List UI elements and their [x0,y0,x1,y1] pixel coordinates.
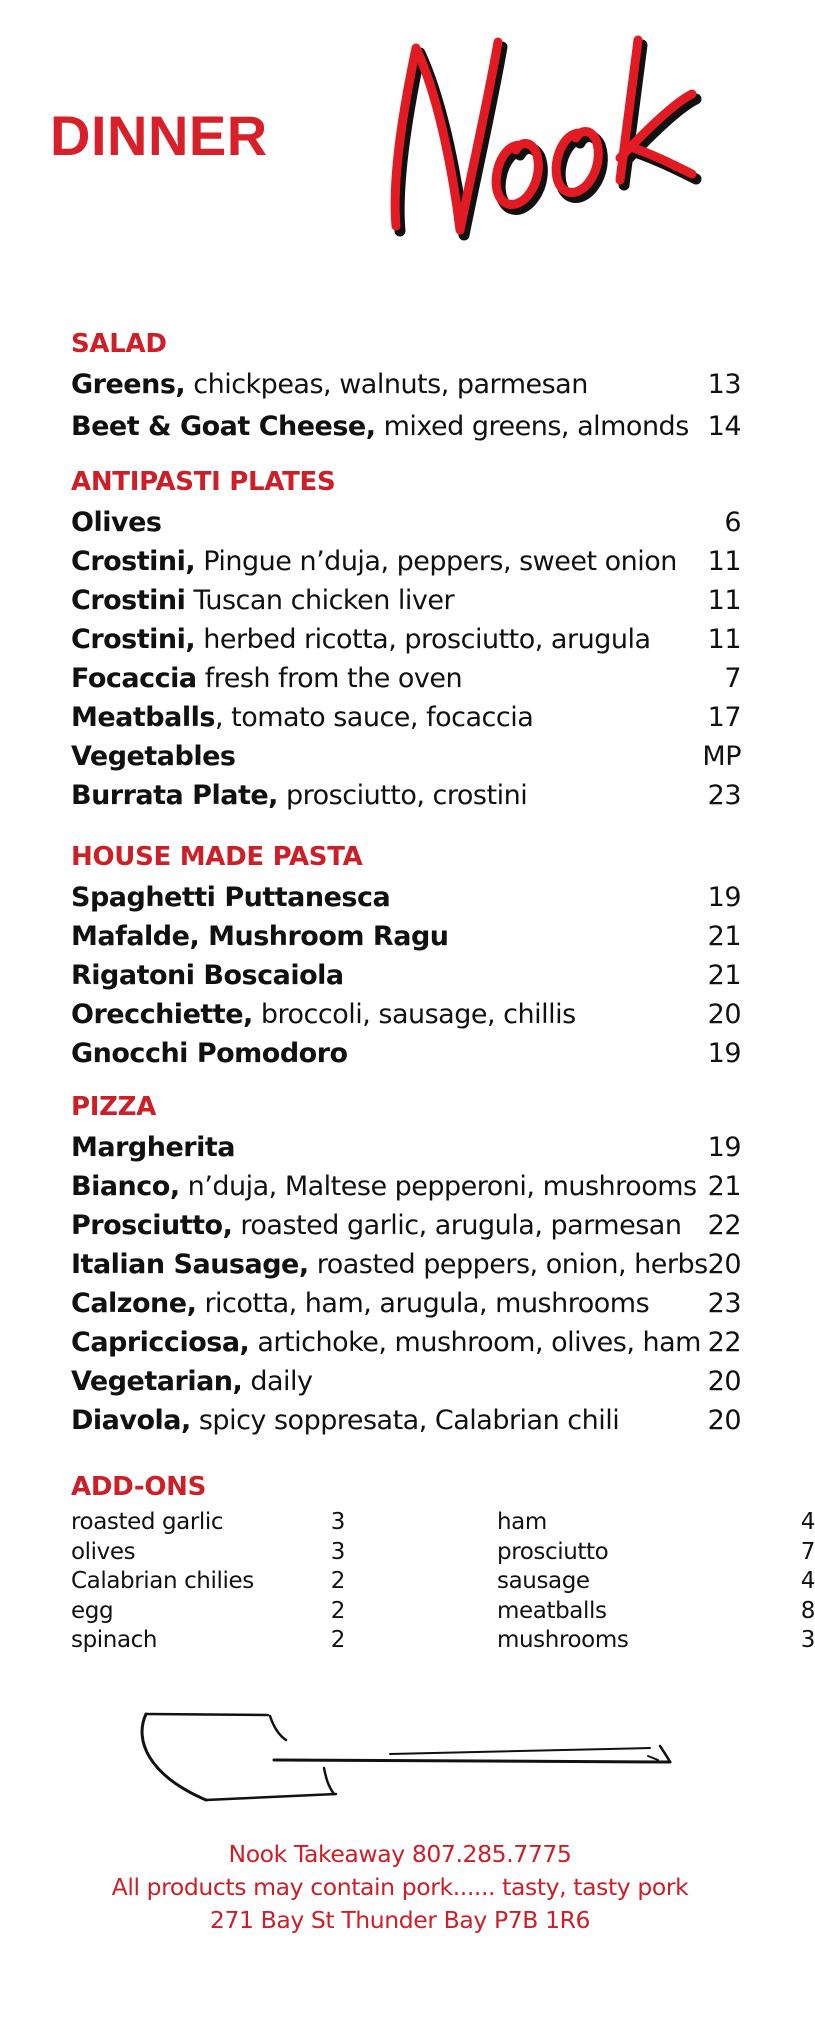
item-price: 17 [707,702,741,733]
section-pizza [71,1090,741,1440]
addon-name: prosciutto [497,1538,609,1565]
menu-item [71,1401,741,1440]
section-addons [71,1470,815,1658]
item-price: 11 [707,585,741,616]
addon-price: 8 [800,1597,815,1624]
item-price: 21 [707,960,741,991]
footer-phone: Nook Takeaway 807.285.7775 [228,1840,572,1868]
item-price: 20 [707,1249,741,1280]
item-name: Vegetarian, [71,1366,243,1397]
item-description: chickpeas, walnuts, parmesan [185,369,588,400]
menu-item [71,1206,741,1245]
item-name: Bianco, [71,1171,180,1202]
item-price: 22 [707,1210,741,1241]
addon-name: mushrooms [497,1627,629,1653]
section-title-pizza: PIZZA [71,1092,157,1122]
item-price: 11 [707,624,741,655]
menu-item [71,698,741,737]
footer-address: 271 Bay St Thunder Bay P7B 1R6 [209,1906,591,1934]
addon-item [71,1626,345,1656]
addon-name: sausage [497,1568,590,1594]
addon-item [71,1508,345,1538]
menu-item [71,407,741,446]
item-name: Italian Sausage, [71,1249,309,1280]
item-name: Meatballs [71,702,215,733]
item-price: 14 [707,411,741,442]
addon-item [497,1567,815,1597]
addon-column-right [497,1508,815,1656]
pizza-items [71,1128,741,1440]
addon-price: 7 [800,1538,815,1565]
page-title: DINNER [50,104,268,167]
item-name: Olives [71,507,162,538]
item-name: Spaghetti Puttanesca [71,882,391,913]
addon-price: 2 [330,1627,345,1653]
item-name: Beet & Goat Cheese, [71,411,376,442]
addon-name: roasted garlic [71,1509,224,1535]
item-price: 21 [707,1171,741,1202]
item-description: Tuscan chicken liver [185,585,455,616]
item-description: roasted peppers, onion, herbs [308,1249,708,1280]
item-price: 20 [707,999,741,1030]
addon-item [71,1567,345,1597]
item-description: spicy soppresata, Calabrian chili [190,1405,620,1436]
item-name: Calzone, [71,1288,197,1319]
salad-items [71,365,741,446]
addon-price: 2 [330,1568,345,1594]
section-antipasti [71,465,741,815]
pizza-peel-icon [128,1710,688,1830]
item-price: 21 [707,921,741,952]
section-title-antipasti: ANTIPASTI PLATES [71,467,336,497]
item-description: n’duja, Maltese pepperoni, mushrooms [179,1171,697,1202]
addon-name: ham [497,1509,547,1535]
menu-item [71,776,741,815]
item-name: Orecchiette, [71,999,253,1030]
item-price: 23 [707,780,741,811]
addon-item [71,1597,345,1627]
item-description: roasted garlic, arugula, parmesan [232,1210,682,1241]
antipasti-items [71,503,741,815]
menu-item [71,1323,741,1362]
addon-item [497,1508,815,1538]
addon-columns [71,1508,815,1658]
addon-price: 2 [330,1597,345,1624]
item-description: fresh from the oven [196,663,463,694]
menu-item [71,737,741,776]
item-price: 6 [724,507,741,538]
item-name: Burrata Plate, [71,780,278,811]
menu-item [71,659,741,698]
item-price: 19 [707,1132,741,1163]
item-description: mixed greens, almonds [375,411,689,442]
item-name: Margherita [71,1132,235,1163]
item-description: daily [242,1366,313,1397]
addon-price: 4 [800,1568,815,1594]
item-price: 11 [707,546,741,577]
section-title-pasta: HOUSE MADE PASTA [71,842,363,872]
item-description: broccoli, sausage, chillis [252,999,576,1030]
item-description: prosciutto, crostini [277,780,528,811]
item-price: 13 [707,369,741,400]
item-name: Crostini, [71,546,196,577]
item-description: herbed ricotta, prosciutto, arugula [195,624,651,655]
item-name: Gnocchi Pomodoro [71,1038,348,1069]
item-price: 20 [707,1405,741,1436]
menu-item [71,1034,741,1073]
item-name: Prosciutto, [71,1210,233,1241]
addon-price: 3 [800,1627,815,1653]
menu-item [71,995,741,1034]
item-name: Diavola, [71,1405,191,1436]
addon-price: 4 [800,1509,815,1535]
item-name: Mafalde, Mushroom Ragu [71,921,449,952]
pasta-items [71,878,741,1073]
menu-item [71,1128,741,1167]
item-price: 20 [707,1366,741,1397]
menu-item [71,581,741,620]
addon-name: Calabrian chilies [71,1568,254,1594]
item-price: MP [702,741,741,772]
menu-item [71,503,741,542]
item-price: 19 [707,882,741,913]
section-pasta [71,840,741,1073]
section-salad [71,327,741,446]
addon-name: egg [71,1597,114,1624]
section-title-addons: ADD-ONS [71,1472,207,1502]
addon-item [497,1538,815,1568]
menu-item [71,365,741,404]
section-title-salad: SALAD [71,329,167,359]
menu-item [71,956,741,995]
addon-price: 3 [330,1538,345,1565]
menu-item [71,878,741,917]
item-description: ricotta, ham, arugula, mushrooms [196,1288,650,1319]
item-description: Pingue n’duja, peppers, sweet onion [195,546,677,577]
addon-item [497,1597,815,1627]
item-price: 22 [707,1327,741,1358]
addon-name: meatballs [497,1597,607,1624]
item-description: , tomato sauce, focaccia [214,702,534,733]
item-name: Greens, [71,369,186,400]
addon-column-left [71,1508,345,1656]
menu-item [71,620,741,659]
item-name: Vegetables [71,741,236,772]
menu-item [71,1362,741,1401]
item-price: 23 [707,1288,741,1319]
menu-item [71,542,741,581]
item-name: Crostini, [71,624,196,655]
menu-item [71,1167,741,1206]
addon-name: olives [71,1538,136,1565]
addon-price: 3 [330,1509,345,1535]
menu-item [71,917,741,956]
addon-item [71,1538,345,1568]
item-price: 7 [724,663,741,694]
addon-name: spinach [71,1627,158,1653]
addon-item [497,1626,815,1656]
footer-pork-note: All products may contain pork...... tasty, tasty pork [111,1873,689,1901]
item-price: 19 [707,1038,741,1069]
item-description: artichoke, mushroom, olives, ham [249,1327,701,1358]
item-name: Capricciosa, [71,1327,250,1358]
item-name: Rigatoni Boscaiola [71,960,344,991]
item-name: Crostini [71,585,186,616]
item-name: Focaccia [71,663,197,694]
menu-item [71,1245,741,1284]
nook-logo [370,30,710,265]
menu-item [71,1284,741,1323]
